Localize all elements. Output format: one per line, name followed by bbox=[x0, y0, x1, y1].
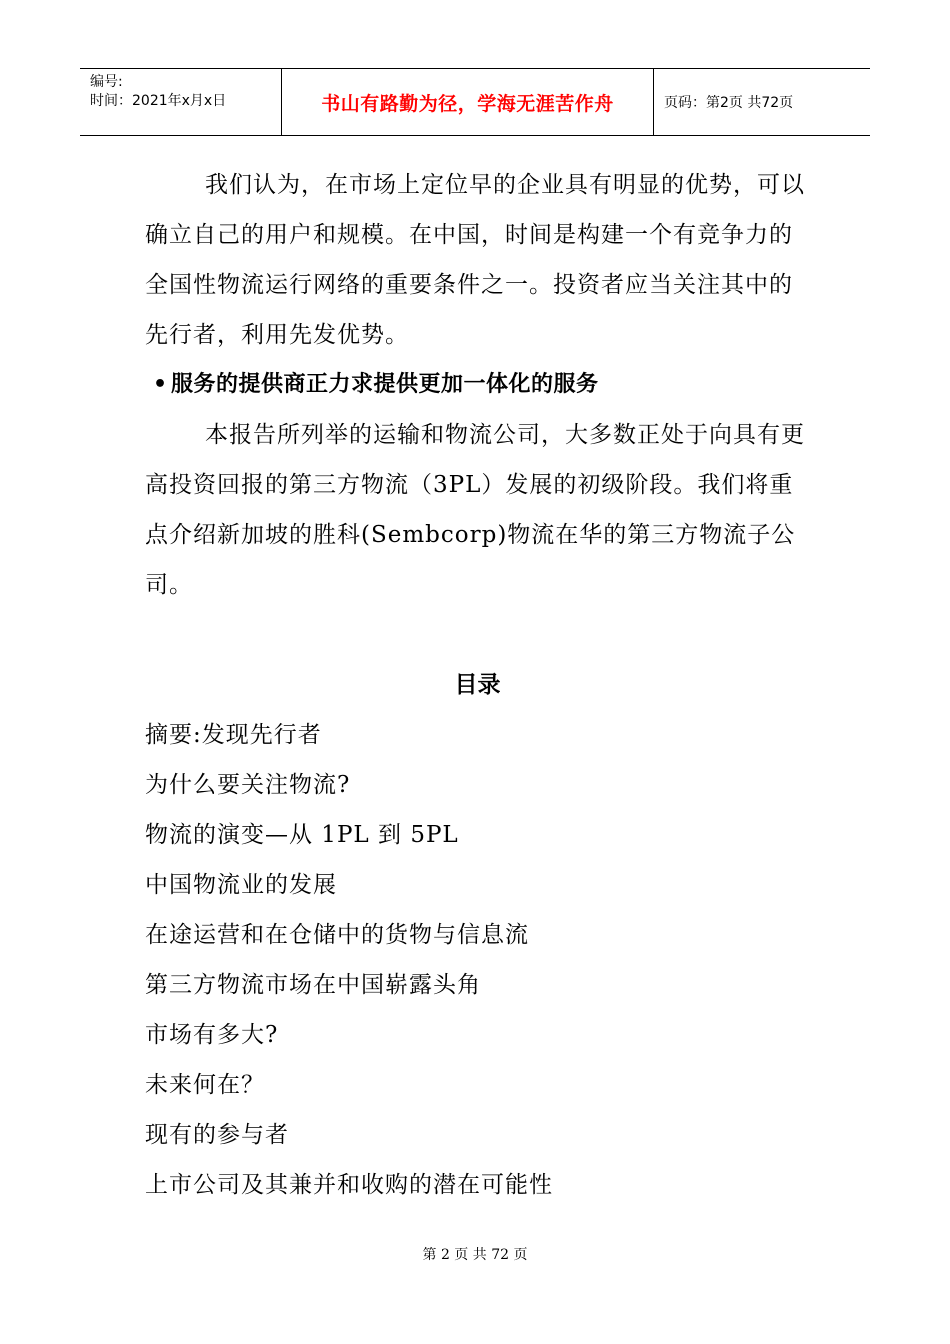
page-footer: 第 2 页 共 72 页 bbox=[422, 1247, 528, 1263]
toc-item: 上市公司及其兼并和收购的潜在可能性 bbox=[145, 1172, 553, 1198]
header-motto: 书山有路勤为径，学海无涯苦作舟 bbox=[282, 69, 654, 135]
paragraph-2-text: 本报告所列举的运输和物流公司，大多数正处于向具有更高投资回报的第三方物流（3PL）发展的初级阶段。我们将重点介绍新加坡的胜科(Sembcorp)物流在华的第三方物流子公司。 bbox=[145, 422, 805, 598]
paragraph-1 bbox=[145, 160, 815, 360]
number-label: 编号: bbox=[90, 74, 123, 90]
header-page-label: 页码：第2页 共72页 bbox=[664, 95, 794, 111]
toc-item: 市场有多大? bbox=[145, 1022, 279, 1048]
toc-item: 未来何在？ bbox=[145, 1072, 265, 1098]
toc-item: 物流的演变—从 1PL 到 5PL bbox=[145, 822, 459, 848]
document-body bbox=[145, 160, 815, 1210]
section-heading bbox=[153, 360, 815, 410]
toc-item: 在途运营和在仓储中的货物与信息流 bbox=[145, 922, 529, 948]
toc-item: 第三方物流市场在中国崭露头角 bbox=[145, 972, 481, 998]
toc-item: 摘要:发现先行者 bbox=[145, 722, 322, 748]
toc-item: 现有的参与者 bbox=[145, 1122, 289, 1148]
toc-item: 中国物流业的发展 bbox=[145, 872, 337, 898]
toc-item: 为什么要关注物流? bbox=[145, 772, 351, 798]
page-header bbox=[80, 68, 870, 136]
time-label: 时间：2021年x月x日 bbox=[90, 93, 227, 109]
bullet-icon: • bbox=[153, 372, 168, 397]
header-meta bbox=[80, 69, 282, 135]
paragraph-2 bbox=[145, 410, 815, 610]
toc-list bbox=[145, 710, 815, 1210]
paragraph-1-text: 我们认为，在市场上定位早的企业具有明显的优势，可以确立自己的用户和规模。在中国，时间是构建一个有竞争力的全国性物流运行网络的重要条件之一。投资者应当关注其中的先行者，利用先发优势。 bbox=[145, 172, 805, 348]
toc-title: 目录 bbox=[454, 672, 501, 698]
section-heading-text: 服务的提供商正力求提供更加一体化的服务 bbox=[171, 372, 599, 397]
